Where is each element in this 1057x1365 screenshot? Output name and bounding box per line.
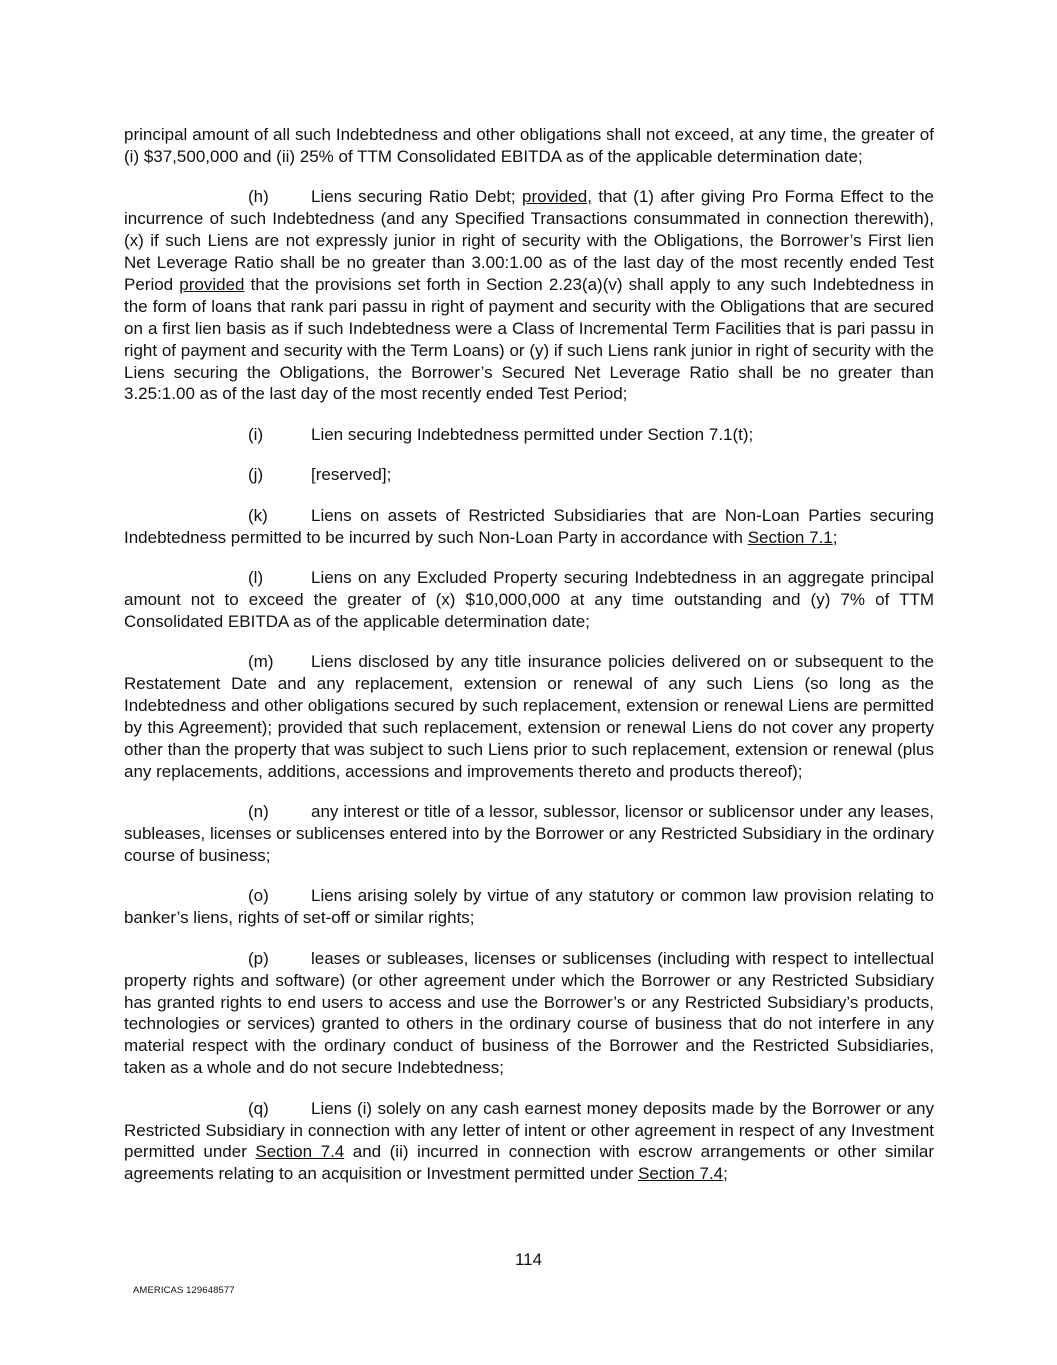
clause-marker: (p) bbox=[248, 948, 269, 968]
paragraph-text: Liens on any Excluded Property securing Indebtedness in an aggregate principal amount not to exceed the greater of (x) $10,000,000 at any time outstanding and (y) 7% of TTM Consolidated EBITDA as of the applicable determination date; bbox=[124, 568, 934, 631]
clause-marker: (o) bbox=[248, 886, 269, 906]
paragraph-text: Liens arising solely by virtue of any statutory or common law provision relating to banker’s liens, rights of set-off or similar rights; bbox=[124, 886, 934, 928]
paragraph-continuation bbox=[124, 124, 934, 168]
paragraph-text: leases or subleases, licenses or sublicenses (including with respect to intellectual property rights and software) (or other agreement under which the Borrower or any Restricted Subsidiary has granted rights to end users to access and use the Borrower’s or any Restricted Subsidiary’s products, technologies or services) granted to others in the ordinary course of business that do not interfere in any material respect with the ordinary conduct of business of the Borrower and the Restricted Subsidiaries, taken as a whole and do not secure Indebtedness; bbox=[124, 948, 934, 1078]
section-reference: Section 7.1 bbox=[747, 527, 833, 547]
paragraph-text: Liens on assets of Restricted Subsidiaries that are Non-Loan Parties securing Indebtedness permitted to be incurred by such Non-Loan Party in accordance with bbox=[124, 505, 934, 547]
paragraph-text: that (1) after giving Pro Forma Effect to the incurrence of such Indebtedness (and any Specified Transactions consummated in connection therewith), (x) if such Liens are not expressly junior in right of security with the Obligations, the Borrower’s First lien Net Leverage Ratio shall be no greater than 3.00:1.00 as of the last day of the most recently ended Test Period bbox=[124, 187, 934, 294]
paragraph-i bbox=[124, 424, 934, 446]
paragraph-l bbox=[124, 567, 934, 633]
underlined-term: provided, bbox=[521, 187, 592, 207]
paragraph-m bbox=[124, 651, 934, 782]
paragraph-text: Liens securing Ratio Debt; bbox=[311, 187, 522, 207]
section-reference: Section 7.4 bbox=[255, 1142, 345, 1162]
paragraph-q bbox=[124, 1098, 934, 1186]
paragraph-j bbox=[124, 464, 934, 486]
paragraph-text: ; bbox=[832, 527, 838, 547]
paragraph-text: Liens disclosed by any title insurance policies delivered on or subsequent to the Restatement Date and any replacement, extension or renewal of any such Liens (so long as the Indebtedness and other obligations secured by such replacement, extension or renewal Liens are permitted by this Agreement); provided that such replacement, extension or renewal Liens do not cover any property other than the property that was subject to such Liens prior to such replacement, extension or renewal (plus any replacements, additions, accessions and improvements thereto and products thereof); bbox=[124, 652, 934, 781]
clause-marker: (m) bbox=[248, 652, 274, 672]
document-id: AMERICAS 129648577 bbox=[133, 1285, 235, 1296]
clause-marker: (q) bbox=[248, 1098, 269, 1118]
paragraph-text: Lien securing Indebtedness permitted under Section 7.1(t); bbox=[311, 424, 754, 444]
paragraph-o bbox=[124, 885, 934, 929]
clause-marker: (l) bbox=[248, 568, 264, 587]
paragraph-text: that the provisions set forth in Section 2.23(a)(v) shall apply to any such Indebtedness in the form of loans that rank pari passu in right of payment and security with the Obligations that are secured on a first lien basis as if such Indebtedness were a Class of Incremental Term Facilities that is pari passu in right of payment and security with the Term Loans) or (y) if such Liens rank junior in right of security with the Liens securing the Obligations, the Borrower’s Secured Net Leverage Ratio shall be no greater than 3.25:1.00 as of the last day of the most recently ended Test Period; bbox=[124, 274, 934, 404]
paragraph-text: any interest or title of a lessor, sublessor, licensor or sublicensor under any leases, subleases, licenses or sublicenses entered into by the Borrower or any Restricted Subsidiary in the ordinary course of business; bbox=[124, 802, 934, 865]
clause-marker: (n) bbox=[248, 802, 269, 822]
clause-marker: (k) bbox=[248, 505, 268, 525]
underlined-term: provided bbox=[179, 274, 245, 294]
clause-marker: (j) bbox=[248, 465, 264, 485]
paragraph-text: principal amount of all such Indebtedness and other obligations shall not exceed, at any time, the greater of (i) $37,500,000 and (ii) 25% of TTM Consolidated EBITDA as of the applicable determination date; bbox=[124, 125, 934, 166]
paragraph-k bbox=[124, 505, 934, 549]
paragraph-text: [reserved]; bbox=[311, 465, 392, 485]
paragraph-n bbox=[124, 801, 934, 867]
paragraph-h bbox=[124, 186, 934, 405]
page-number: 114 bbox=[514, 1250, 543, 1269]
clause-marker: (i) bbox=[248, 424, 264, 444]
paragraph-text: ; bbox=[723, 1164, 728, 1184]
section-reference: Section 7.4 bbox=[638, 1164, 724, 1184]
paragraph-text: Liens (i) solely on any cash earnest money deposits made by the Borrower or any Restricted Subsidiary in connection with any letter of intent or other agreement in respect of any Investment permitted under bbox=[124, 1098, 934, 1162]
paragraph-p bbox=[124, 948, 934, 1079]
document-body bbox=[124, 124, 934, 1204]
paragraph-text: and (ii) incurred in connection with escrow arrangements or other similar agreements relating to an acquisition or Investment permitted under bbox=[124, 1142, 935, 1184]
clause-marker: (h) bbox=[248, 187, 269, 207]
